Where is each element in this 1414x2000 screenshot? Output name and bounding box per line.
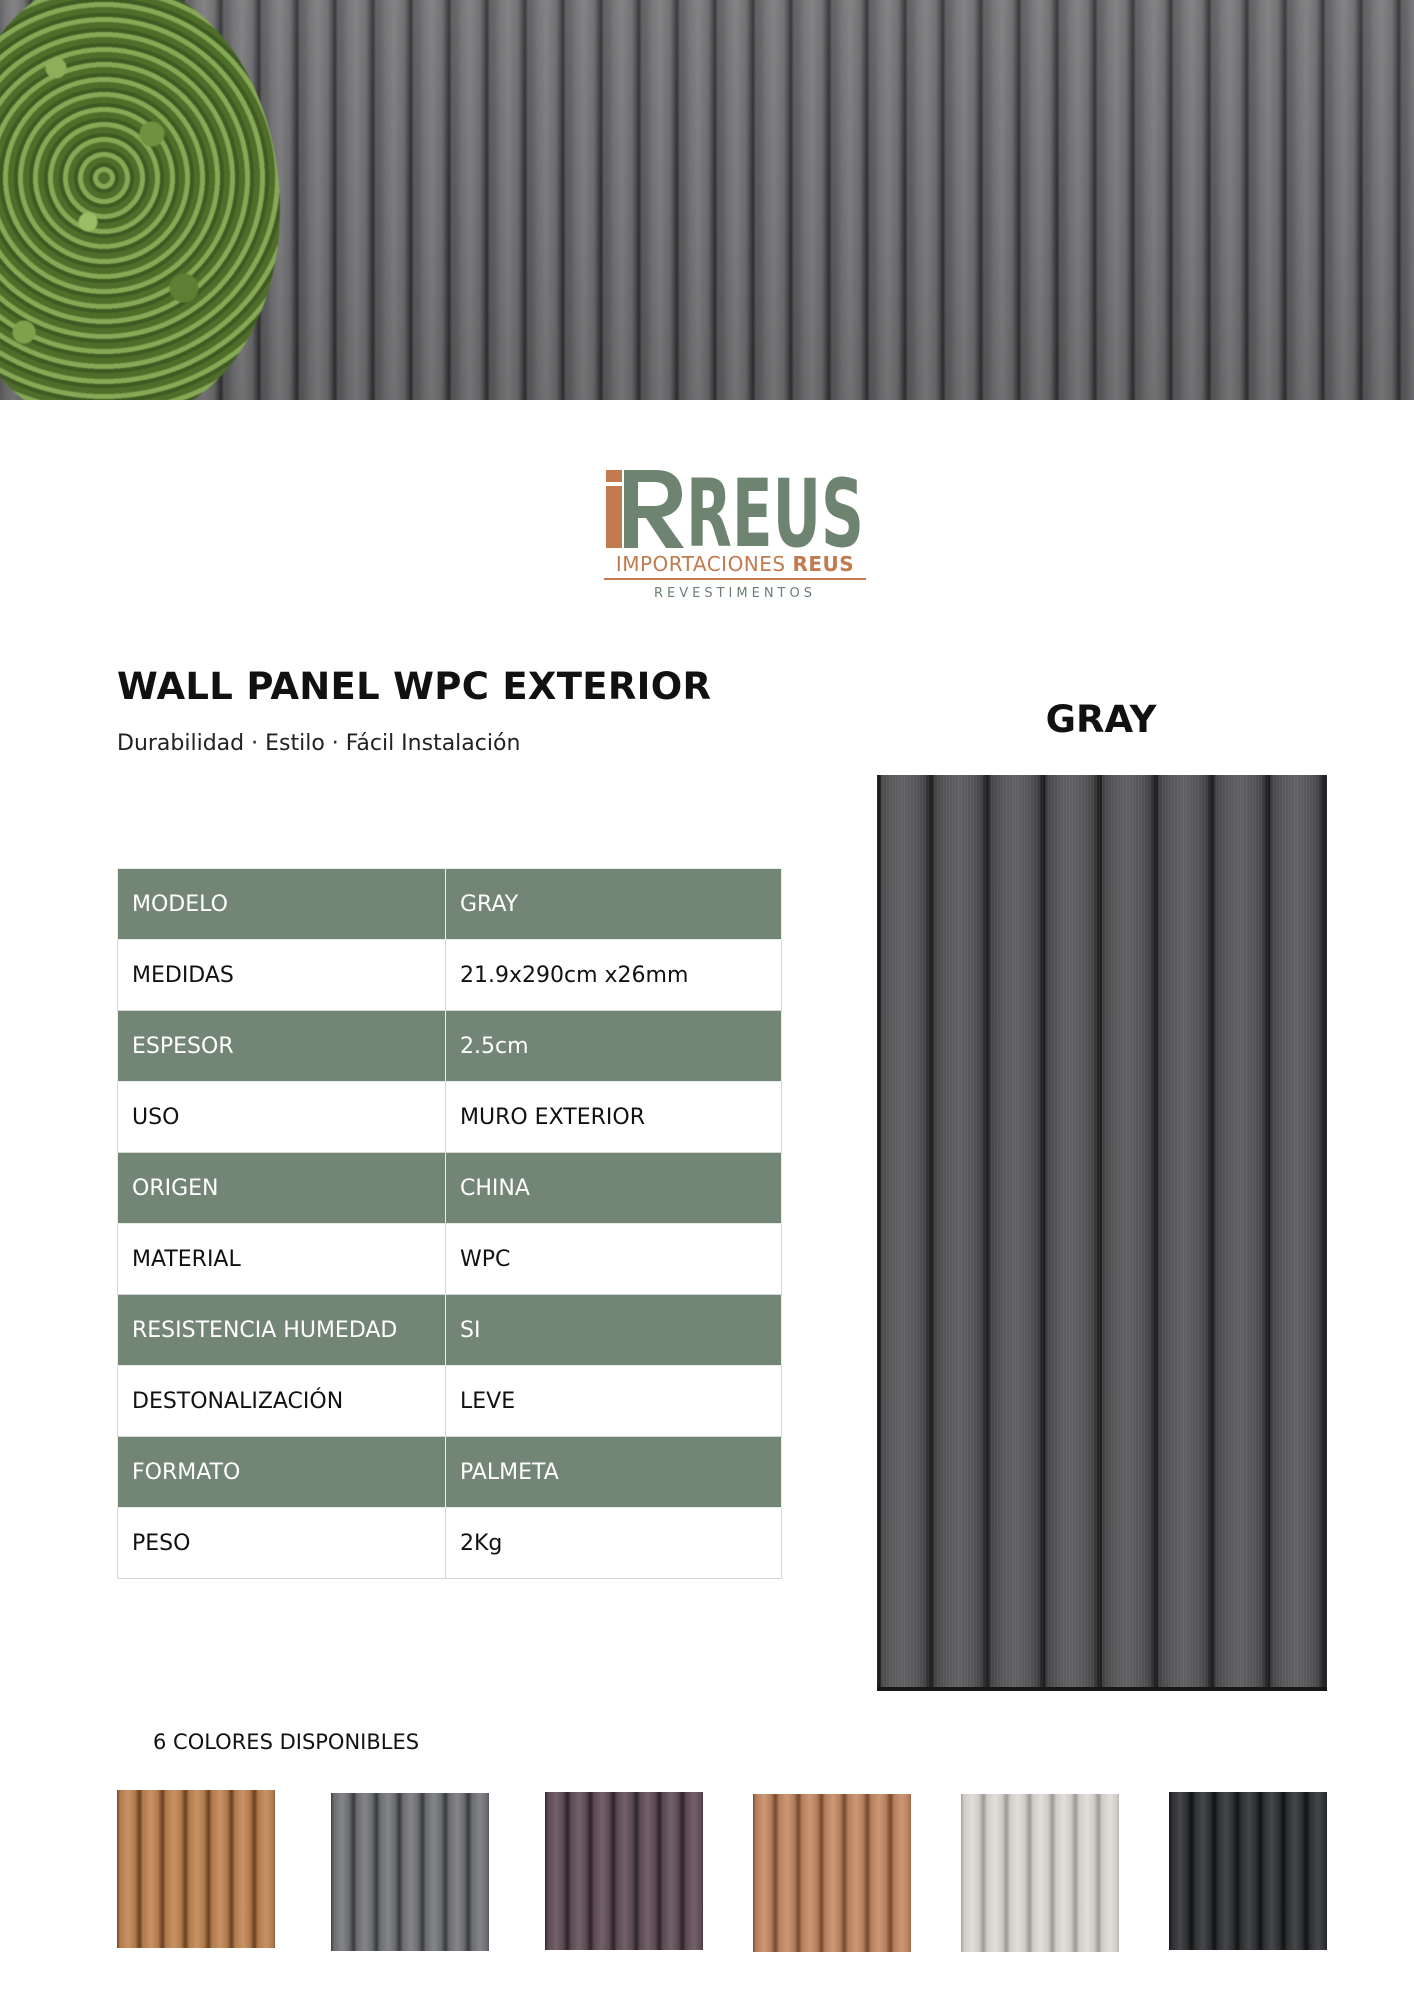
spec-label: ORIGEN — [118, 1153, 446, 1224]
spec-table — [117, 868, 782, 1579]
spec-label: ESPESOR — [118, 1011, 446, 1082]
color-swatch — [1169, 1792, 1327, 1950]
product-subtitle: Durabilidad · Estilo · Fácil Instalación — [117, 731, 521, 756]
spec-label: USO — [118, 1082, 446, 1153]
colors-available-label: 6 COLORES DISPONIBLES — [153, 1730, 420, 1754]
spec-row — [118, 1082, 782, 1153]
color-name: GRAY — [1045, 698, 1157, 741]
spec-row — [118, 1295, 782, 1366]
logo-importaciones-prefix: IMPORTACIONES — [615, 552, 793, 576]
spec-value: GRAY — [446, 869, 782, 940]
spec-row — [118, 1508, 782, 1579]
logo-divider — [604, 578, 866, 580]
spec-label: PESO — [118, 1508, 446, 1579]
spec-label: DESTONALIZACIÓN — [118, 1366, 446, 1437]
spec-label: FORMATO — [118, 1437, 446, 1508]
spec-label: MEDIDAS — [118, 940, 446, 1011]
spec-label: MODELO — [118, 869, 446, 940]
color-swatch — [545, 1792, 703, 1950]
product-panel-image — [877, 775, 1327, 1691]
logo-text: REUS — [686, 470, 864, 548]
spec-value: 2.5cm — [446, 1011, 782, 1082]
logo-importaciones-bold: REUS — [792, 552, 855, 576]
spec-value: SI — [446, 1295, 782, 1366]
color-swatch — [961, 1794, 1119, 1952]
spec-row — [118, 1437, 782, 1508]
reus-logo-mark — [604, 470, 866, 548]
product-title: WALL PANEL WPC EXTERIOR — [117, 665, 712, 708]
spec-value: PALMETA — [446, 1437, 782, 1508]
spec-label: RESISTENCIA HUMEDAD — [118, 1295, 446, 1366]
spec-value: 21.9x290cm x26mm — [446, 940, 782, 1011]
brand-logo — [600, 470, 870, 610]
spec-row — [118, 1011, 782, 1082]
spec-value: MURO EXTERIOR — [446, 1082, 782, 1153]
spec-row — [118, 1224, 782, 1295]
shrub-decoration — [0, 0, 280, 400]
logo-importaciones — [600, 552, 870, 576]
spec-value: 2Kg — [446, 1508, 782, 1579]
hero-banner-image — [0, 0, 1414, 400]
spec-value: WPC — [446, 1224, 782, 1295]
spec-row — [118, 869, 782, 940]
spec-row — [118, 1366, 782, 1437]
spec-value: CHINA — [446, 1153, 782, 1224]
color-swatch — [753, 1794, 911, 1952]
color-swatch — [117, 1790, 275, 1948]
spec-row — [118, 940, 782, 1011]
color-swatch — [331, 1793, 489, 1951]
spec-row — [118, 1153, 782, 1224]
spec-value: LEVE — [446, 1366, 782, 1437]
logo-tagline: REVESTIMENTOS — [654, 586, 816, 601]
spec-label: MATERIAL — [118, 1224, 446, 1295]
